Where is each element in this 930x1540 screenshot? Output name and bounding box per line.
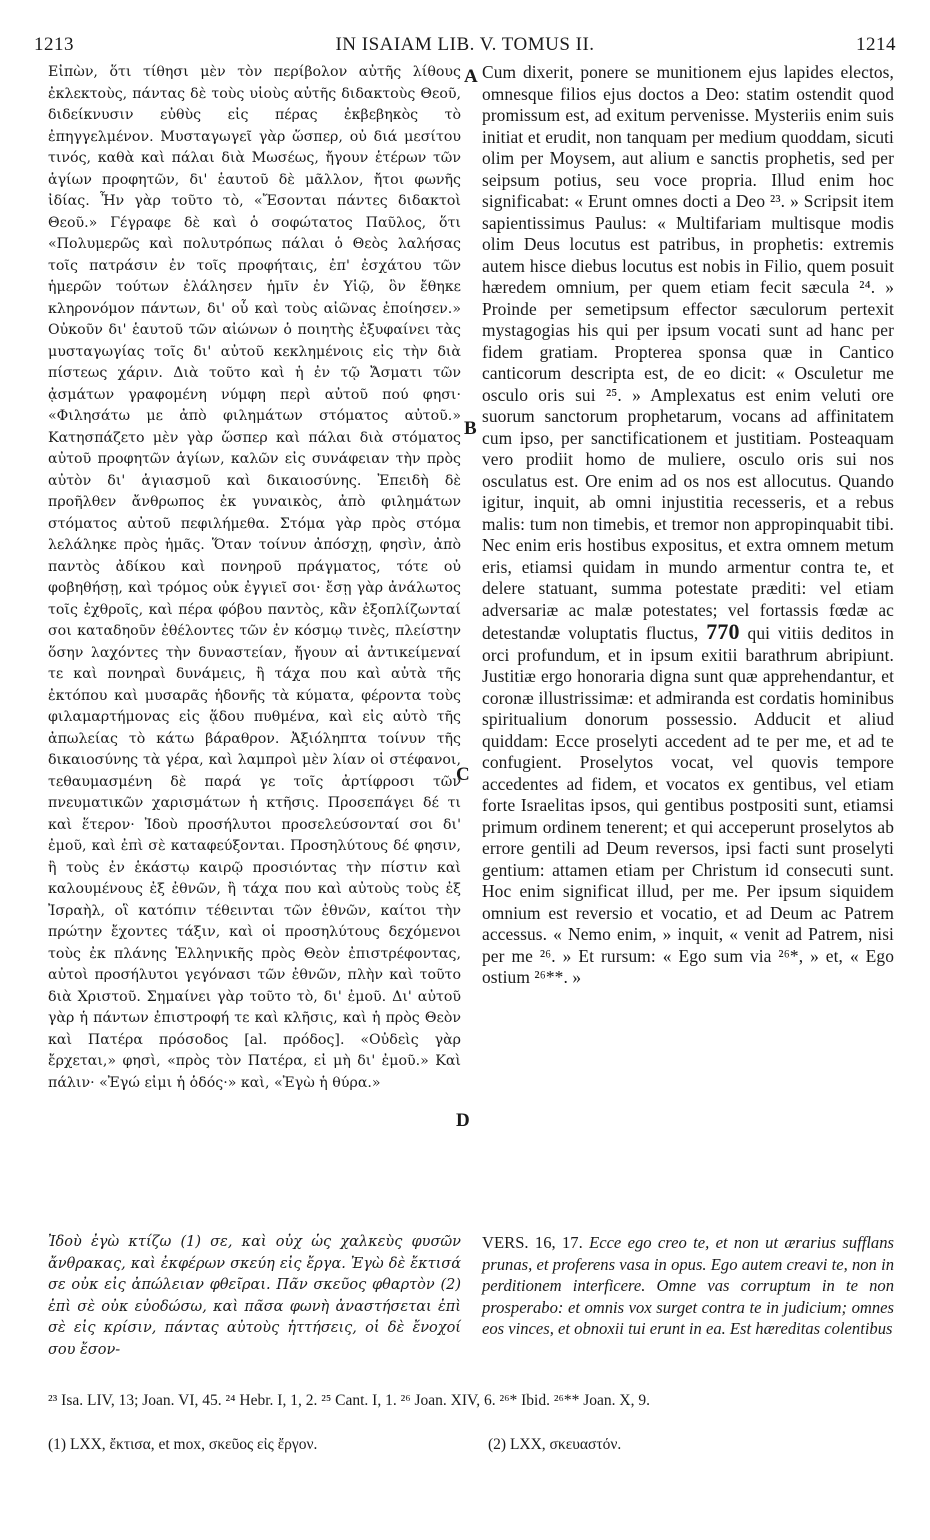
vers-label: VERS. 16, 17. [482, 1233, 583, 1252]
margin-marker-d: D [456, 1110, 470, 1131]
scripture-footnotes: ²³ Isa. LIV, 13; Joan. VI, 45. ²⁴ Hebr. I, 1, 2. ²⁵ Cant. I, 1. ²⁶ Joan. XIV, 6. ²⁶* Ibid. ²⁶** Joan. X, 9. [48, 1392, 651, 1409]
margin-marker-a: A [464, 66, 478, 87]
latin-text-part1: Cum dixerit, ponere se munitionem ejus lapides electos, omnesque filios ejus doctos a Deo: statim ostendit quod promissum est, ad exitum pervenisse. Mysteriis enim suis initiat et erudit, non tanquam per medium quoddam, sicuti olim per Moysem, aut alium e sanctis prophetis, sed per seipsum potius, seu voce propria. Illud enim hoc significabat: « Erunt omnes docti a Deo ²³. » Scripsit item sapientissimus Paulus: « Multifariam multisque modis olim Deus locutus est patribus, in prophetis: extremis autem hisce diebus locutus est nobis in Filio, quem posuit hæredem omnium, per quem etiam fecit sæcula ²⁴. » Proinde per semetipsum effector sæculorum pertexit mystagogias his qui per ipsum vocati sunt ad hanc per fidem gratiam. Propterea sponsa quæ in Cantico canticorum descripta est, de eo dicit: « Osculetur me osculo oris sui ²⁵. » Amplexatus est enim veluti ore suorum sanctorum prophetarum, vocans ad affinitatem cum ipso, per sanctificationem et justitiam. Posteaquam vero prodiit homo de muliere, osculo oris sui nos osculatus est. Ore enim ad os nos est allocutus. Quando igitur, inquit, ab omni injustitia recesseris, et a rebus malis: tum non timebis, et tremor non appropinquabit tibi. Nec enim eris hostibus expositus, et extra omnem metum eris, etiamsi quidam in mundo armentur contra te, et delere statuant, summa potestate præditi: vel etiam adversariæ ac malæ potestates; vel fortassis fœdæ ac detestandæ voluptatis fluctus, [482, 62, 894, 643]
margin-marker-b: B [464, 418, 477, 439]
critical-footnotes [48, 1436, 888, 1454]
vers-text: Ecce ego creo te, et non ut ærarius sufflans prunas, et proferens vasa in opus. Ego autem creavi te, non in perditionem interficere. Omne vas corruptum in te non prosperabo: et omnis vox surget contra te in judicium; omnes eos vinces, et obnoxii tui erunt in ea. Est hæreditas colentibus [482, 1233, 894, 1338]
greek-column [48, 62, 461, 1094]
greek-verse-text: Ἰδοὺ ἐγὼ κτίζω (1) σε, καὶ οὐχ ὡς χαλκεὺς φυσῶν ἄνθρακας, καὶ ἐκφέρων σκεύη εἰς ἔργα. Ἐγὼ δὲ ἔκτισά σε οὐκ εἰς ἀπώλειαν φθεῖραι. Πᾶν σκεῦος φθαρτὸν (2) ἐπὶ σὲ οὐκ εὐοδώσω, καὶ πᾶσα φωνὴ ἀναστήσεται ἐπὶ σὲ εἰς κρίσιν, πάντας αὐτοὺς ἡττήσεις, οἱ δὲ ἔνοχοί σου ἔσον- [48, 1234, 461, 1358]
latin-text-part2: qui vitiis deditos in orci profundum, et in ipsum exitii barathrum abripiunt. Justitiæ ergo honoraria digna sunt quæ apprehendantur, et coronæ illustrissimæ: et admiranda est cordatis hominibus spiritualium donorum possessio. Adducit et aliud quiddam: Ecce proselyti accedent ad te per me, et ad te confugient. Proselytos vocat, vel quovis tempore accedentes ad fidem, et vocatos ex gentibus, vel etiam forte Israelitas ipsos, qui gentibus postpositi sunt, etiamsi primum ordinem tenerent; et qui acceperunt proselytos ab errore gentili ad Deum reversos, ipsi facti sunt proselyti gentium: attamen etiam per Christum id consecuti sunt. Hoc enim significat illud, per me. Per ipsum siquidem omnium est reversio et vocatio, et ad Deum ac Patrem accessus. « Nemo enim, » inquit, « venit ad Patrem, nisi per me ²⁶. » Et rursum: « Ego sum via ²⁶*, » et, « Ego ostium ²⁶**. » [482, 623, 894, 987]
vers-block [482, 1232, 894, 1340]
page-number-right: 1214 [856, 34, 896, 55]
latin-column [482, 62, 894, 989]
page-number-left: 1213 [34, 34, 74, 55]
footnote-1: (1) LXX, ἔκτισα, et mox, σκεῦος εἰς ἔργον. [48, 1436, 318, 1453]
margin-marker-c: C [456, 764, 470, 785]
greek-text: Εἰπὼν, ὅτι τίθησι μὲν τὸν περίβολον αὐτῆς λίθους ἐκλεκτοὺς, πάντας δὲ τοὺς υἱοὺς αὐτῆς διδακτοὺς Θεοῦ, διδείκνυσιν εὐθὺς εἰς πέρας ἐκβεβηκὸς τὸ ἐπηγγελμένον. Μυσταγωγεῖ γὰρ ὥσπερ, οὐ διά μεσίτου τινός, καθὰ καὶ πάλαι διὰ Μωσέως, ἤγουν ἑτέρων τῶν ἁγίων προφητῶν, δι' ἑαυτοῦ δὲ μᾶλλον, ἤτοι φωνῆς ἰδίας. Ἦν γὰρ τοῦτο τὸ, «Ἔσονται πάντες διδακτοὶ Θεοῦ.» Γέγραφε δὲ καὶ ὁ σοφώτατος Παῦλος, ὅτι «Πολυμερῶς καὶ πολυτρόπως πάλαι ὁ Θεὸς λαλήσας τοῖς πατράσιν ἐν τοῖς προφήταις, ἐπ' ἐσχάτου τῶν ἡμερῶν τούτων ἐλάλησεν ἡμῖν ἐν Υἱῷ, ὃν ἔθηκε κληρονόμον πάντων, δι' οὗ καὶ τοὺς αἰῶνας ἐποίησεν.» Οὐκοῦν δι' ἑαυτοῦ τῶν αἰώνων ὁ ποιητὴς ἐξυφαίνει τὰς μυσταγωγίας τοῖς δι' αὐτοῦ κεκλημένοις εἰς τὴν διὰ πίστεως χάριν. Διὰ τοῦτο καὶ ἡ ἐν τῷ Ἄσματι τῶν ᾀσμάτων γραφομένη νύμφη περὶ αὐτοῦ πού φησι· «Φιλησάτω με ἀπὸ φιλημάτων στόματος αὐτοῦ.» Κατησπάζετο μὲν γὰρ ὥσπερ καὶ πάλαι διὰ στόματος αὐτοῦ προφητῶν ἁγίων, καλῶν εἰς συνάφειαν τὴν πρὸς αὐτὸν δι' ἁγιασμοῦ καὶ δικαιοσύνης. Ἐπειδὴ δὲ προῆλθεν ἄνθρωπος ἐκ γυναικὸς, ἀπὸ φιλημάτων στόματος αὐτοῦ πεφιλήμεθα. Στόμα γὰρ πρὸς στόμα λελάληκε πρὸς ἡμᾶς. Ὅταν τοίνυν ἀπόσχῃ, φησὶν, ἀπὸ παντὸς ἀδίκου καὶ πονηροῦ πράγματος, τότε οὐ φοβηθήσῃ, καὶ τρόμος οὐκ ἐγγιεῖ σοι· ἔσῃ γὰρ ἀνάλωτος τοῖς ἐχθροῖς, καὶ πέρα φόβου παντὸς, κἂν ἐξοπλίζωνταί σοι καταδηοῦν ἐθέλοντες τῶν ἐν κόσμῳ τινὲς, πλείστην ὅσην λαχόντες τὴν δυναστείαν, ἤγουν αἱ ἀντικείμεναί τε καὶ πονηραὶ δυνάμεις, ἢ τάχα που καὶ αὐτὰ τῆς ἐκτόπου καὶ μυσαρᾶς ἡδονῆς τὰ κύματα, φέροντα τοὺς φιλαμαρτήμονας εἰς ᾅδου πυθμένα, καὶ εἰς αὐτὸ τῆς ἀπωλείας τὸ κάτω βάραθρον. Ἀξιόληπτα τοίνυν τῆς δικαιοσύνης τὰ γέρα, καὶ λαμπροὶ μὲν λίαν οἱ στέφανοι, τεθαυμασμένη δὲ παρά γε τοῖς ἀρτίφροσι τῶν πνευματικῶν χαρισμάτων ἡ κτῆσις. Προσεπάγει δέ τι καὶ ἕτερον· Ἰδοὺ προσήλυτοι προσελεύσονταί σοι δι' ἐμοῦ, καὶ ἐπὶ σὲ καταφεύξονται. Προσηλύτους δέ φησιν, ἢ τοὺς ἐν ἑκάστῳ καιρῷ προσιόντας τὴν πίστιν καὶ καλουμένους ἐξ ἐθνῶν, ἢ τάχα που καὶ αὐτοὺς τοὺς ἐξ Ἰσραὴλ, οἳ κατόπιν τέθεινται τῶν ἐθνῶν, καίτοι τὴν πρώτην ἔχοντες τάξιν, καὶ οἱ προσηλύτους δεχόμενοι τοὺς ἐκ πλάνης Ἑλληνικῆς πρὸς Θεὸν ἐπιστρέφοντας, αὐτοὶ προσήλυτοι γεγόνασι τῶν ἐθνῶν, πλὴν καὶ τοῦτο διὰ Χριστοῦ. Σημαίνει γὰρ τοῦτο τὸ, δι' ἐμοῦ. Δι' αὐτοῦ γὰρ ἡ πάντων ἐπιστροφή τε καὶ κλῆσις, καὶ ἡ πρὸς Θεὸν καὶ Πατέρα πρόσοδος [al. πρόδος]. «Οὐδεὶς γὰρ ἔρχεται,» φησὶ, «πρὸς τὸν Πατέρα, εἰ μὴ δι' ἐμοῦ.» Καὶ πάλιν· «Ἐγώ εἰμι ἡ ὁδός·» καὶ, «Ἐγὼ ἡ θύρα.» [48, 64, 461, 1091]
latin-text [482, 62, 894, 989]
footnote-2: (2) LXX, σκευαστόν. [488, 1436, 622, 1453]
running-header [34, 34, 896, 60]
migne-page-number: 770 [706, 619, 740, 644]
running-title: IN ISAIAM LIB. V. TOMUS II. [335, 34, 595, 55]
